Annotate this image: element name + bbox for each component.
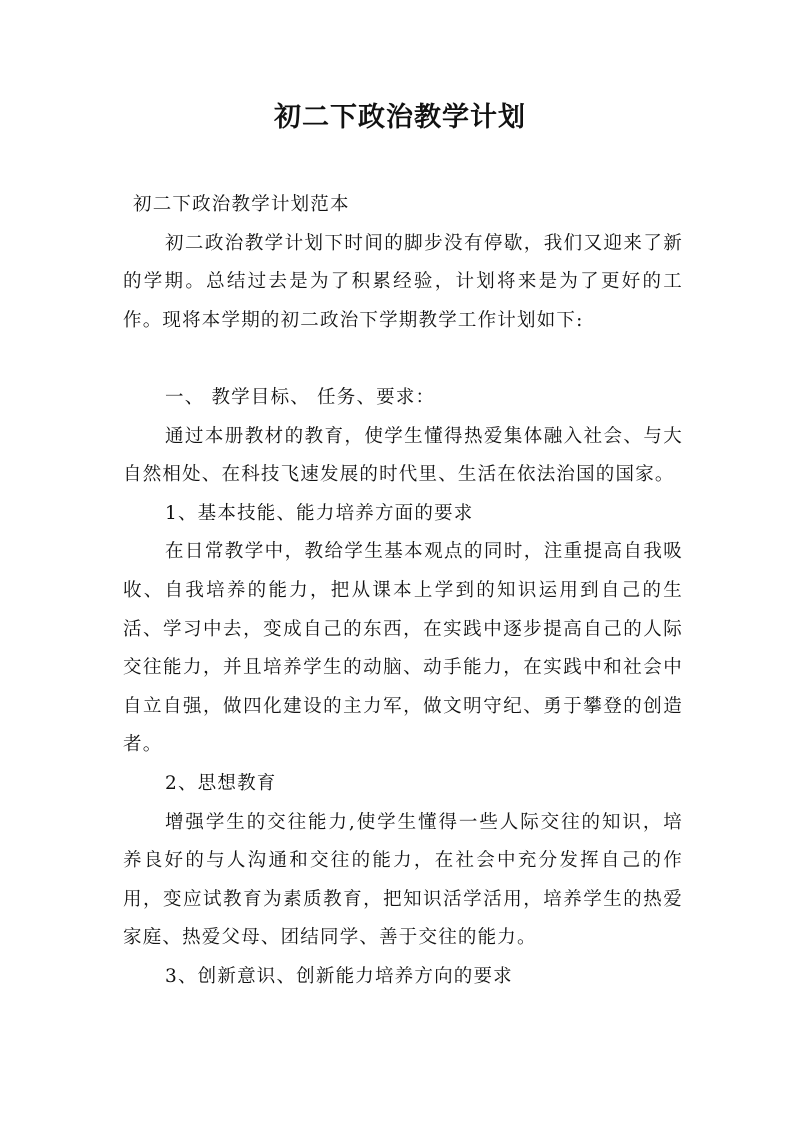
objectives-paragraph: 通过本册教材的教育，使学生懂得热爱集体融入社会、与大自然相处、在科技飞速发展的时代里、生活在依法治国的国家。 xyxy=(123,425,683,486)
document-body xyxy=(123,186,683,996)
subsection-heading-innovation: 3、创新意识、创新能力培养方向的要求 xyxy=(165,965,513,987)
document-title: 初二下政治教学计划 xyxy=(274,102,526,133)
subsection-heading-ideology: 2、思想教育 xyxy=(165,772,277,794)
ideology-paragraph: 增强学生的交往能力,使学生懂得一些人际交往的知识，培养良好的与人沟通和交往的能力，在社会中充分发挥自己的作用，变应试教育为素质教育，把知识活学活用，培养学生的热爱家庭、热爱父母、团结同学、善于交往的能力。 xyxy=(123,811,683,949)
document-subtitle: 初二下政治教学计划范本 xyxy=(133,194,350,215)
section-heading-objectives: 一、 教学目标、 任务、要求： xyxy=(165,386,436,408)
skills-paragraph: 在日常教学中，教给学生基本观点的同时，注重提高自我吸收、自我培养的能力，把从课本上学到的知识运用到自己的生活、学习中去，变成自己的东西，在实践中逐步提高自己的人际交往能力，并且培养学生的动脑、动手能力，在实践中和社会中自立自强，做四化建设的主力军，做文明守纪、勇于攀登的创造者。 xyxy=(123,541,683,756)
subsection-heading-skills: 1、基本技能、能力培养方面的要求 xyxy=(165,502,474,524)
paragraph-spacer xyxy=(123,340,683,379)
intro-paragraph: 初二政治教学计划下时间的脚步没有停歇，我们又迎来了新的学期。总结过去是为了积累经验，计划将来是为了更好的工作。现将本学期的初二政治下学期教学工作计划如下: xyxy=(123,232,683,331)
